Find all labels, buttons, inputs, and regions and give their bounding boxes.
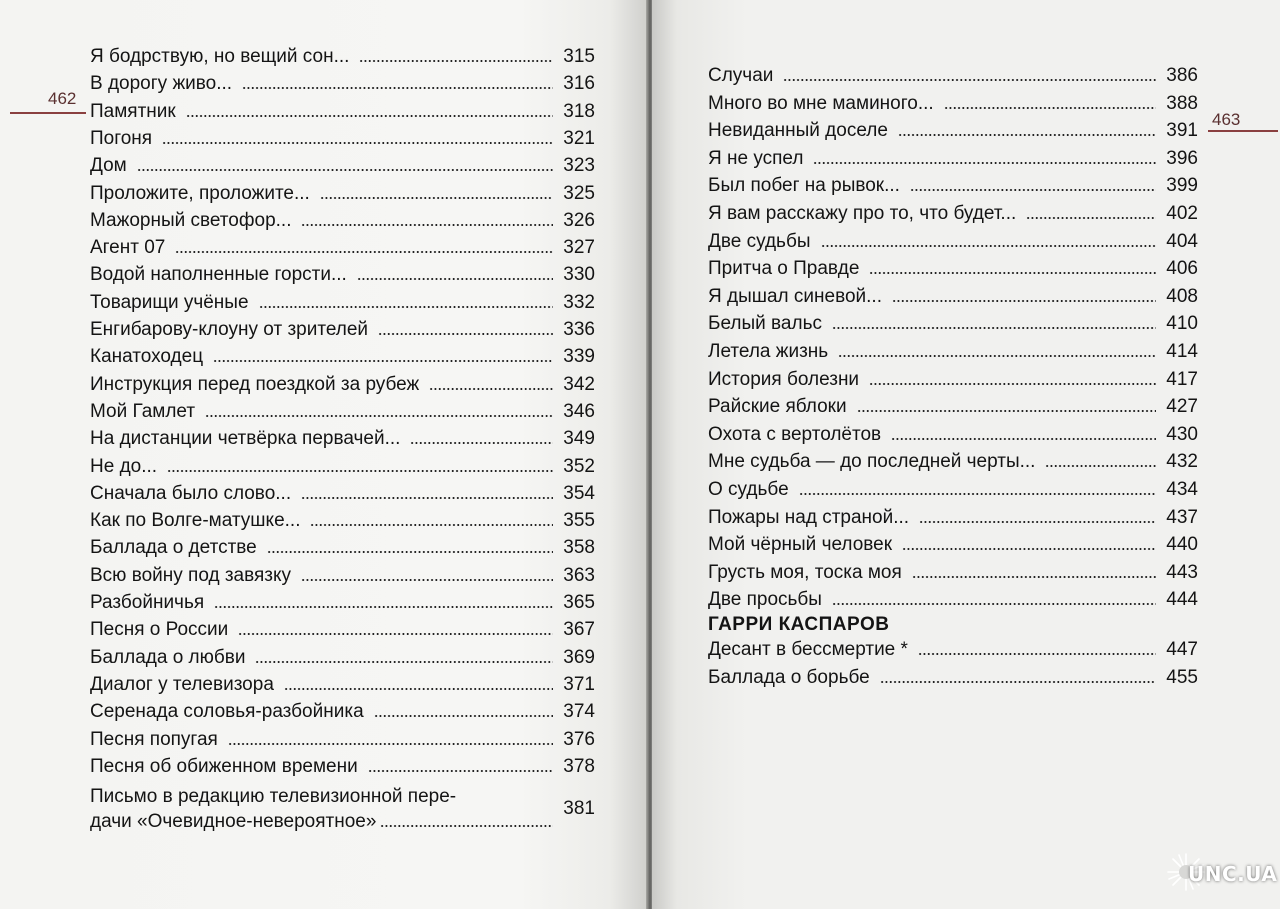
toc-entry-title: Случаи	[708, 65, 774, 86]
toc-entry-page: 332	[563, 291, 595, 313]
toc-entry-title: Инструкция перед поездкой за рубеж	[90, 373, 420, 395]
toc-entry	[90, 289, 595, 316]
toc-entry-page: 316	[563, 73, 595, 95]
toc-entry-page: 378	[563, 755, 595, 777]
toc-entry-title: Был побег на рывок...	[708, 175, 900, 197]
toc-entry-title: Агент 07	[90, 237, 166, 259]
toc-entry	[90, 125, 595, 152]
toc-entry-title: Райские яблоки	[708, 396, 847, 418]
toc-entry-title-continued: дачи «Очевидное-невероятное»	[90, 811, 377, 833]
toc-entry	[708, 172, 1198, 199]
toc-leader-dots	[162, 142, 553, 144]
page-number: 462	[48, 89, 77, 108]
toc-entry-title: Невиданный доселе	[708, 120, 888, 142]
table-of-contents-left	[90, 43, 600, 873]
toc-entry-title: Серенада соловья-разбойника	[90, 701, 364, 723]
toc-entry	[90, 70, 595, 97]
toc-leader-dots	[880, 681, 1156, 683]
toc-entry	[708, 90, 1198, 117]
toc-entry-title: Песня об обиженном времени	[90, 755, 358, 777]
toc-entry-page: 336	[563, 319, 595, 340]
toc-entry-page: 369	[563, 646, 595, 668]
toc-leader-dots	[167, 470, 553, 472]
toc-entry	[90, 453, 595, 480]
toc-entry-title: Грусть моя, тоска моя	[708, 561, 902, 583]
toc-entry	[708, 338, 1198, 365]
toc-entry-page: 408	[1166, 285, 1198, 307]
toc-leader-dots	[813, 162, 1156, 164]
toc-entry-page: 330	[563, 264, 595, 286]
toc-entry	[90, 534, 595, 561]
toc-entry	[90, 343, 595, 370]
toc-entry-title: Я дышал синевой...	[708, 285, 882, 307]
toc-leader-dots	[242, 87, 553, 89]
toc-entry	[708, 255, 1198, 282]
toc-entry	[90, 480, 595, 507]
toc-entry-title: Две просьбы	[708, 589, 822, 611]
toc-entry	[90, 43, 595, 70]
toc-entry-title: Сначала было слово...	[90, 482, 292, 504]
toc-entry	[708, 476, 1198, 503]
toc-entry	[90, 207, 595, 234]
toc-entry-title: Белый вальс	[708, 313, 822, 335]
toc-entry-page: 430	[1166, 423, 1198, 445]
toc-entry-title: Песня попугая	[90, 728, 218, 750]
toc-entry	[90, 698, 595, 725]
toc-leader-dots	[944, 107, 1156, 109]
toc-leader-dots	[228, 743, 553, 745]
toc-entry	[90, 726, 595, 753]
toc-entry-title: Баллада о любви	[90, 646, 246, 668]
toc-entry-page: 325	[563, 182, 595, 204]
toc-leader-dots	[869, 272, 1156, 274]
toc-entry-page: 440	[1166, 534, 1198, 556]
toc-entry	[90, 425, 595, 452]
toc-entry	[90, 180, 595, 207]
toc-entry	[90, 234, 595, 261]
toc-entry-page: 355	[563, 510, 595, 532]
toc-entry-page: 358	[563, 537, 595, 559]
toc-leader-dots	[255, 661, 553, 663]
toc-entry-title: Памятник	[90, 100, 176, 122]
toc-entry	[708, 366, 1198, 393]
toc-entry-page: 367	[563, 619, 595, 641]
toc-entry-page: 365	[563, 592, 595, 613]
toc-leader-dots	[838, 355, 1156, 357]
toc-entry	[90, 562, 595, 589]
toc-entry	[708, 559, 1198, 586]
toc-entry-page: 371	[563, 673, 595, 695]
toc-leader-dots	[374, 715, 553, 717]
toc-entry-title: Диалог у телевизора	[90, 673, 274, 695]
toc-entry-page: 381	[563, 798, 595, 820]
toc-leader-dots	[137, 169, 553, 171]
toc-entry-page: 417	[1166, 368, 1198, 390]
toc-entry-title: Летела жизнь	[708, 341, 829, 362]
toc-entry-page: 354	[563, 482, 595, 504]
toc-entry-page: 434	[1166, 479, 1198, 500]
toc-entry-page: 342	[563, 373, 595, 395]
toc-leader-dots	[357, 278, 553, 280]
toc-leader-dots	[267, 551, 553, 553]
toc-leader-dots	[301, 497, 553, 499]
toc-entry	[90, 671, 595, 698]
toc-leader-dots	[912, 576, 1156, 578]
page-number-rule	[1208, 130, 1278, 132]
toc-entry-page: 363	[563, 564, 595, 586]
section-heading: ГАРРИ КАСПАРОВ	[708, 614, 890, 635]
toc-entry	[708, 393, 1198, 420]
toc-entry	[708, 310, 1198, 337]
toc-entry-page: 402	[1166, 203, 1198, 224]
toc-entry-title: Проложите, проложите...	[90, 182, 310, 204]
toc-leader-dots	[1026, 217, 1156, 219]
toc-entry-page: 414	[1166, 341, 1198, 362]
toc-entry	[90, 507, 595, 534]
toc-leader-dots	[259, 306, 553, 308]
toc-entry-title: Я вам расскажу про то, что будет...	[708, 203, 1017, 224]
toc-leader-dots	[783, 79, 1156, 81]
toc-entry-page: 374	[563, 701, 595, 723]
toc-entry-page: 376	[563, 728, 595, 750]
toc-entry-title: Письмо в редакцию телевизионной пере-	[90, 786, 457, 808]
toc-entry	[90, 316, 595, 343]
toc-leader-dots	[410, 442, 553, 444]
toc-entry	[90, 152, 595, 179]
toc-entry-title: Погоня	[90, 127, 153, 149]
toc-entry-title: Канатоходец	[90, 346, 204, 368]
toc-leader-dots	[902, 548, 1156, 550]
toc-entry	[708, 62, 1198, 89]
toc-entry	[708, 448, 1198, 475]
toc-entry-title: Всю войну под завязку	[90, 564, 292, 586]
toc-entry	[90, 98, 595, 125]
toc-entry-title: Мой чёрный человек	[708, 534, 893, 556]
toc-entry	[708, 200, 1198, 227]
toc-leader-dots	[214, 606, 553, 608]
toc-leader-dots	[910, 189, 1156, 191]
toc-leader-dots	[310, 524, 553, 526]
toc-leader-dots	[359, 60, 553, 62]
toc-entry-title: Баллада о борьбе	[708, 667, 870, 688]
toc-leader-dots	[320, 197, 553, 199]
toc-entry-title: Мне судьба — до последней черты...	[708, 451, 1036, 473]
toc-entry-page: 327	[563, 237, 595, 259]
toc-entry-title: Пожары над страной...	[708, 506, 910, 528]
toc-leader-dots	[301, 224, 553, 226]
toc-entry	[708, 636, 1198, 663]
toc-entry-page: 323	[563, 155, 595, 177]
page-number: 463	[1212, 110, 1241, 129]
toc-entry-page: 406	[1166, 258, 1198, 280]
toc-entry	[90, 783, 595, 839]
toc-leader-dots	[186, 115, 553, 117]
toc-entry-title: Баллада о детстве	[90, 537, 257, 559]
toc-entry-title: Две судьбы	[708, 230, 811, 252]
toc-entry	[708, 145, 1198, 172]
toc-entry-page: 427	[1166, 396, 1198, 418]
toc-entry-page: 437	[1166, 506, 1198, 528]
toc-leader-dots	[380, 825, 553, 827]
toc-leader-dots	[368, 770, 553, 772]
toc-entry-title: Не до...	[90, 455, 158, 477]
toc-leader-dots	[892, 300, 1156, 302]
toc-entry-page: 410	[1166, 313, 1198, 335]
toc-entry-title: В дорогу живо...	[90, 73, 233, 95]
right-page	[652, 0, 1280, 909]
toc-entry	[90, 753, 595, 780]
toc-entry	[708, 421, 1198, 448]
toc-leader-dots	[832, 603, 1156, 605]
toc-entry-title: Притча о Правде	[708, 258, 860, 280]
toc-entry	[90, 589, 595, 616]
toc-entry-page: 432	[1166, 451, 1198, 473]
toc-entry-title: Как по Волге-матушке...	[90, 510, 301, 532]
toc-entry-page: 396	[1166, 147, 1198, 169]
toc-entry	[708, 531, 1198, 558]
toc-entry-page: 404	[1166, 230, 1198, 252]
toc-entry-title: Мой Гамлет	[90, 400, 196, 422]
toc-entry	[90, 371, 595, 398]
toc-entry	[90, 616, 595, 643]
toc-entry	[708, 664, 1198, 691]
toc-entry-title: Товарищи учёные	[90, 291, 249, 313]
toc-leader-dots	[869, 383, 1156, 385]
toc-leader-dots	[213, 360, 553, 362]
toc-leader-dots	[378, 333, 553, 335]
toc-entry-page: 386	[1166, 65, 1198, 86]
toc-entry-page: 399	[1166, 175, 1198, 197]
toc-entry-page: 391	[1166, 120, 1198, 142]
toc-entry-page: 388	[1166, 92, 1198, 114]
toc-entry-title: Дом	[90, 155, 127, 177]
toc-entry-title: История болезни	[708, 368, 860, 390]
toc-entry	[708, 586, 1198, 613]
toc-entry-title: Песня о России	[90, 619, 229, 641]
toc-leader-dots	[429, 388, 553, 390]
toc-leader-dots	[821, 245, 1156, 247]
toc-entry-title: Енгибарову-клоуну от зрителей	[90, 319, 369, 340]
toc-leader-dots	[205, 415, 553, 417]
toc-entry	[708, 228, 1198, 255]
table-of-contents-right	[708, 62, 1208, 702]
toc-entry-title: Водой наполненные горсти...	[90, 264, 347, 286]
toc-entry-title: На дистанции четвёрка первачей...	[90, 428, 401, 450]
toc-entry-page: 339	[563, 346, 595, 368]
toc-leader-dots	[238, 633, 553, 635]
toc-entry-title: Разбойничья	[90, 592, 205, 613]
toc-entry-page: 444	[1166, 589, 1198, 611]
toc-entry-title: Я бодрствую, но вещий сон...	[90, 46, 350, 67]
toc-entry-title: О судьбе	[708, 479, 789, 500]
toc-entry-page: 447	[1166, 639, 1198, 660]
toc-entry-page: 315	[563, 46, 595, 67]
page-number-rule	[10, 112, 86, 114]
toc-leader-dots	[898, 134, 1156, 136]
toc-leader-dots	[1045, 465, 1156, 467]
toc-entry	[708, 504, 1198, 531]
toc-entry-page: 349	[563, 428, 595, 450]
toc-entry-title: Десант в бессмертие *	[708, 639, 908, 660]
toc-leader-dots	[284, 688, 553, 690]
toc-entry	[90, 644, 595, 671]
toc-entry-title: Я не успел	[708, 147, 804, 169]
toc-entry	[708, 117, 1198, 144]
toc-leader-dots	[832, 327, 1156, 329]
toc-entry-title: Много во мне маминого...	[708, 92, 934, 114]
toc-leader-dots	[799, 493, 1156, 495]
toc-entry-page: 346	[563, 400, 595, 422]
toc-leader-dots	[891, 438, 1156, 440]
toc-entry	[90, 261, 595, 288]
toc-entry-page: 321	[563, 127, 595, 149]
toc-leader-dots	[857, 410, 1156, 412]
toc-entry-title: Мажорный светофор...	[90, 209, 292, 231]
toc-entry	[90, 398, 595, 425]
toc-leader-dots	[301, 579, 553, 581]
toc-entry-page: 326	[563, 209, 595, 231]
toc-leader-dots	[919, 521, 1156, 523]
toc-entry-page: 352	[563, 455, 595, 477]
toc-entry-page: 318	[563, 100, 595, 122]
watermark-text: UNC.UA	[1188, 862, 1278, 886]
toc-leader-dots	[175, 251, 553, 253]
toc-entry-page: 455	[1166, 667, 1198, 688]
watermark	[1166, 850, 1276, 900]
toc-entry-page: 443	[1166, 561, 1198, 583]
toc-entry-title: Охота с вертолётов	[708, 423, 882, 445]
toc-leader-dots	[918, 653, 1156, 655]
toc-entry	[708, 283, 1198, 310]
